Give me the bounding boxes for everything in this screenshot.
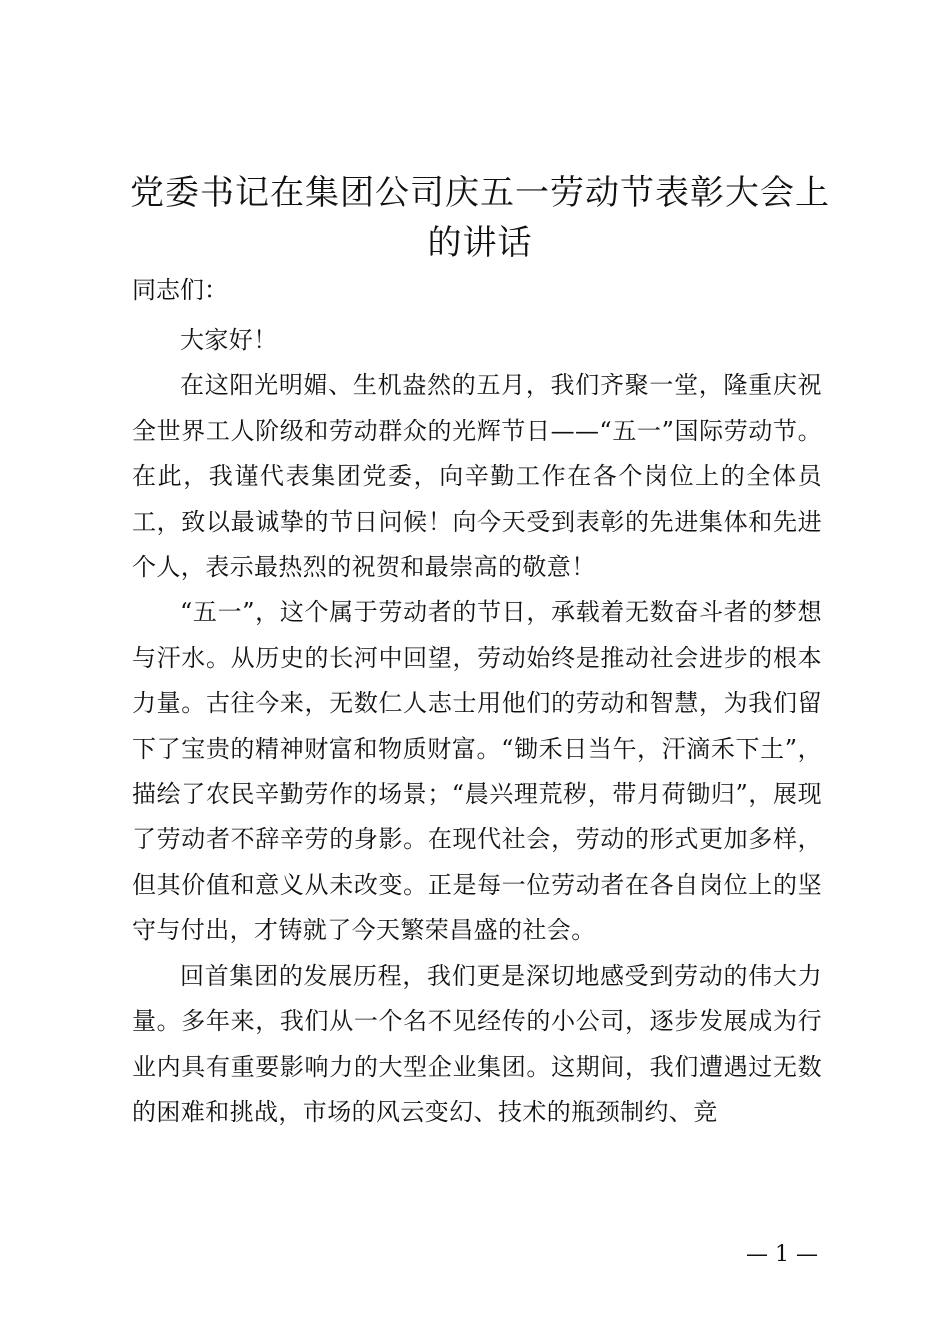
paragraph-group-development: 回首集团的发展历程，我们更是深切地感受到劳动的伟大力量。多年来，我们从一个名不见经传的小公司，逐步发展成为行业内具有重要影响力的大型企业集团。这期间，我们遭遇过无数的困难和挑战，市场的风云变幻、技术的瓶颈制约、竞 xyxy=(132,961,822,1126)
speech-body xyxy=(132,318,822,1135)
paragraph-greeting: 大家好！ xyxy=(180,326,278,354)
paragraph-labor-history: “五一”，这个属于劳动者的节日，承载着无数奋斗者的梦想与汗水。从历史的长河中回望，劳动始终是推动社会进步的根本力量。古往今来，无数仁人志士用他们的劳动和智慧，为我们留下了宝贵的精神财富和物质财富。“锄禾日当午，汗滴禾下土”，描绘了农民辛勤劳作的场景；“晨兴理荒秽，带月荷锄归”，展现了劳动者不辞辛劳的身影。在现代社会，劳动的形式更加多样，但其价值和意义从未改变。正是每一位劳动者在各自岗位上的坚守与付出，才铸就了今天繁荣昌盛的社会。 xyxy=(132,598,822,945)
paragraph-celebration: 在这阳光明媚、生机盎然的五月，我们齐聚一堂，隆重庆祝全世界工人阶级和劳动群众的光辉节日——“五一”国际劳动节。在此，我谨代表集团党委，向辛勤工作在各个岗位上的全体员工，致以最诚挚的节日问候！向今天受到表彰的先进集体和先进个人，表示最热烈的祝贺和最崇高的敬意！ xyxy=(132,371,822,582)
page-number: — 1 — xyxy=(746,1242,818,1267)
salutation: 同志们： xyxy=(132,276,228,304)
document-title: 党委书记在集团公司庆五一劳动节表彰大会上的讲话 xyxy=(130,173,830,263)
